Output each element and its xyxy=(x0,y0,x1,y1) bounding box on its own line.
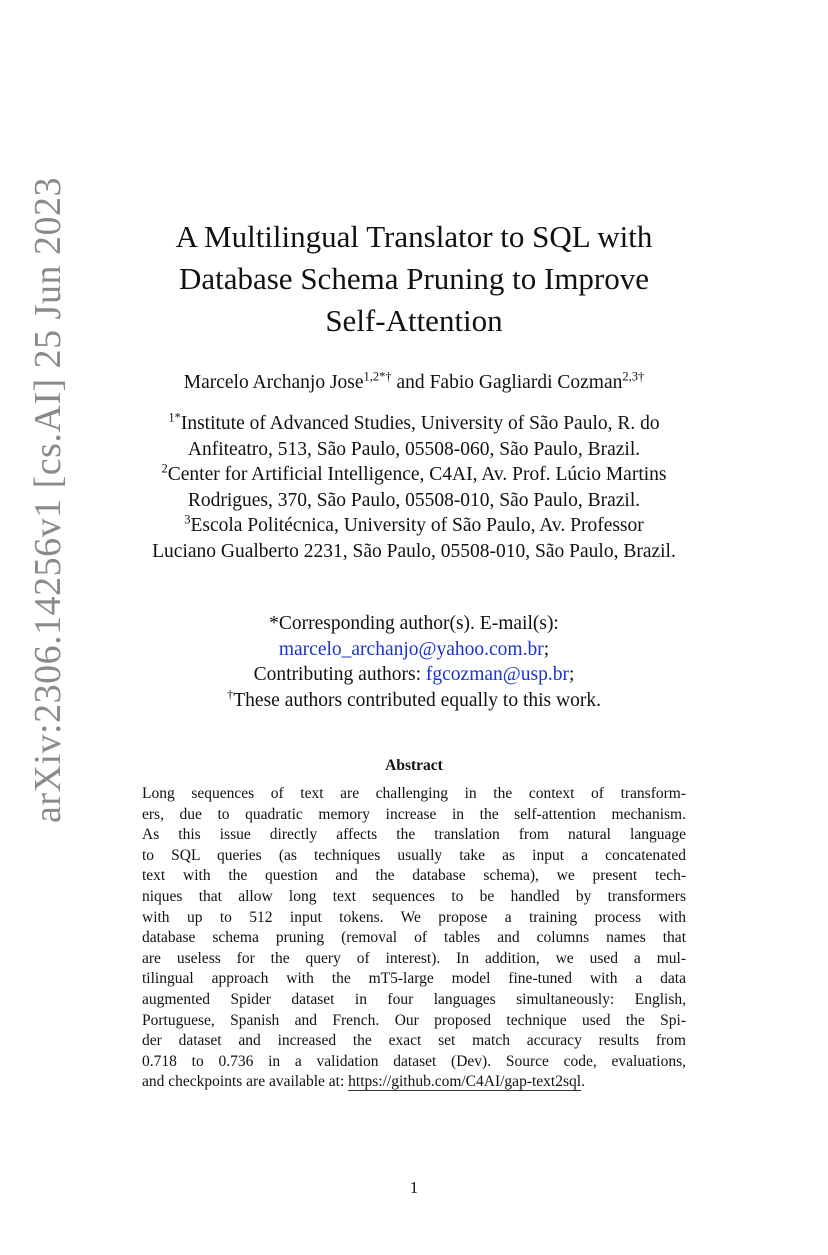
abstract-line: Portuguese, Spanish and French. Our proposed technique used the Spi- xyxy=(142,1011,686,1029)
abstract-line: augmented Spider dataset in four languages simultaneously: English, xyxy=(142,990,686,1008)
affiliation-line: Luciano Gualberto 2231, São Paulo, 05508-010, São Paulo, Brazil. xyxy=(152,540,676,562)
affiliation-mark: 1* xyxy=(168,410,181,425)
title-line: Database Schema Pruning to Improve xyxy=(178,261,650,296)
abstract-body xyxy=(142,784,686,1093)
abstract-line: tilingual approach with the mT5-large model fine-tuned with a data xyxy=(142,970,686,988)
author-affiliation-marks: 2,3† xyxy=(622,369,645,384)
corresponding-email-link[interactable]: marcelo_archanjo@yahoo.com.br xyxy=(278,638,544,660)
dagger-mark: † xyxy=(227,687,234,702)
abstract-line: text with the question and the database schema), we present tech- xyxy=(142,867,686,885)
affiliations xyxy=(0,411,828,565)
corresponding-email-line xyxy=(0,637,828,663)
title-line: Self-Attention xyxy=(325,303,503,338)
author-name: Fabio Gagliardi Cozman xyxy=(429,372,623,393)
abstract-line: are useless for the query of interest). In addition, we used a mul- xyxy=(142,949,686,967)
affiliation-text: Institute of Advanced Studies, University of São Paulo, R. do xyxy=(180,413,660,434)
contributing-email-link[interactable]: fgcozman@usp.br xyxy=(425,664,569,686)
affiliation-text: Center for Artificial Intelligence, C4AI, Av. Prof. Lúcio Martins xyxy=(167,464,667,486)
abstract-line: database schema pruning (removal of tables and columns names that xyxy=(142,929,686,947)
source-code-url-link[interactable]: https://github.com/C4AI/gap-text2sql xyxy=(348,1073,582,1091)
page-number: 1 xyxy=(409,1178,419,1197)
punctuation: . xyxy=(581,1073,585,1091)
abstract-line: ers, due to quadratic memory increase in the self-attention mechanism. xyxy=(142,805,686,823)
abstract-line: Long sequences of text are challenging in the context of transform- xyxy=(142,785,686,802)
equal-contribution-text: These authors contributed equally to this work. xyxy=(233,689,601,711)
author-separator: and xyxy=(396,372,425,393)
paper-title xyxy=(0,216,828,342)
abstract-line: niques that allow long text sequences to be handled by transformers xyxy=(142,887,686,905)
author-name: Marcelo Archanjo Jose xyxy=(183,372,364,393)
affiliation-line xyxy=(0,462,828,488)
abstract-last-line xyxy=(142,1072,686,1093)
contributing-authors-label: Contributing authors: xyxy=(253,664,426,686)
abstract-heading: Abstract xyxy=(385,757,443,774)
abstract-line: der dataset and increased the exact set match accuracy results from xyxy=(142,1032,686,1050)
equal-contribution-note xyxy=(0,688,828,714)
punctuation: ; xyxy=(543,638,550,660)
abstract-line: to SQL queries (as techniques usually take as input a concatenated xyxy=(142,846,686,864)
title-line: A Multilingual Translator to SQL with xyxy=(175,219,653,254)
abstract-text: and checkpoints are available at: xyxy=(142,1073,349,1091)
correspondence-block xyxy=(0,611,828,713)
abstract-line: As this issue directly affects the translation from natural language xyxy=(142,826,686,844)
affiliation-line: Anfiteatro, 513, São Paulo, 05508-060, São Paulo, Brazil. xyxy=(187,438,641,460)
contributing-authors-line xyxy=(0,662,828,688)
author-list xyxy=(0,369,828,394)
affiliation-text: Escola Politécnica, University of São Paulo, Av. Professor xyxy=(190,515,644,537)
arxiv-identifier-stamp: arXiv:2306.14256v1 [cs.AI] 25 Jun 2023 xyxy=(27,177,69,823)
punctuation: ; xyxy=(568,664,575,686)
affiliation-line xyxy=(0,411,828,437)
author-affiliation-marks: 1,2*† xyxy=(363,369,392,384)
affiliation-line: Rodrigues, 370, São Paulo, 05508-010, São Paulo, Brazil. xyxy=(187,489,641,511)
affiliation-mark: 3 xyxy=(184,512,191,527)
abstract-line: with up to 512 input tokens. We propose a training process with xyxy=(142,908,686,926)
corresponding-author-label: *Corresponding author(s). E-mail(s): xyxy=(269,613,559,634)
affiliation-mark: 2 xyxy=(161,461,168,476)
affiliation-line xyxy=(0,513,828,539)
abstract-line: 0.718 to 0.736 in a validation dataset (Dev). Source code, evaluations, xyxy=(142,1052,686,1070)
